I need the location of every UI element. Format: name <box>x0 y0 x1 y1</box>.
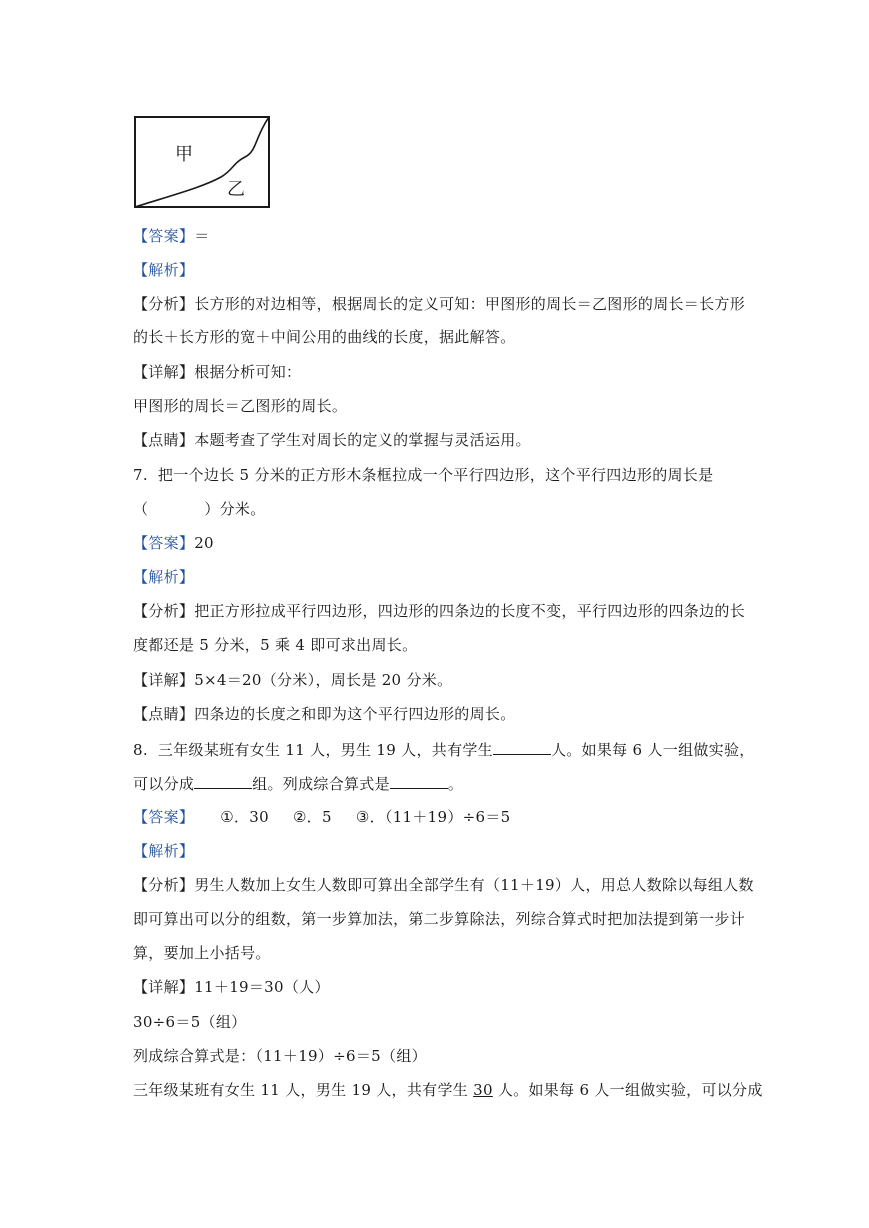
q7-jiexi-line <box>133 567 194 587</box>
rectangle-figure <box>133 115 271 210</box>
q8-jiexi-line <box>133 841 194 861</box>
q7-text-2b: ）分米。 <box>204 500 266 518</box>
q7-fenxi-2: 度都还是 5 分米，5 乘 4 即可求出周长。 <box>133 636 418 654</box>
xiangjie-tag: 【详解】 <box>133 671 195 689</box>
q8-text-2a: 可以分成 <box>133 775 195 793</box>
q6-xiangjie-line-2 <box>133 396 347 416</box>
q6-answer: ＝ <box>194 227 210 245</box>
q7-answer: 20 <box>194 534 214 552</box>
answer-tag: 【答案】 <box>133 227 195 245</box>
q8-text-2c: 。 <box>447 775 464 793</box>
q8-xiangjie-2: 30÷6＝5（组） <box>133 1013 247 1031</box>
q8-blank-2 <box>194 773 252 789</box>
q8-xiangjie-line-2 <box>133 1012 246 1032</box>
q8-restated-line <box>133 1080 763 1100</box>
jiexi-tag: 【解析】 <box>133 261 195 279</box>
q7-xiangjie-line <box>133 670 452 690</box>
figure-label-jia: 甲 <box>175 144 193 165</box>
q8-fenxi-line-3 <box>133 943 271 963</box>
q6-xiangjie-line-1 <box>133 362 301 382</box>
fenxi-tag: 【分析】 <box>133 876 195 894</box>
q6-jiexi-line <box>133 260 194 280</box>
figure-curve <box>135 117 269 207</box>
q8-fenxi-3: 算，要加上小括号。 <box>133 944 271 962</box>
q8-question-line-2 <box>133 773 463 794</box>
q8-text-2b: 组。列成综合算式是 <box>252 775 390 793</box>
q7-fenxi-line-2 <box>133 635 417 655</box>
q8-last-a: 三年级某班有女生 11 人，男生 19 人，共有学生 <box>133 1081 474 1099</box>
q8-answer-3: ③．（11＋19）÷6＝5 <box>355 808 511 826</box>
jiexi-tag: 【解析】 <box>133 842 195 860</box>
q8-fenxi-1: 男生人数加上女生人数即可算出全部学生有（11＋19）人，用总人数除以每组人数 <box>194 876 754 894</box>
q8-text-1a: 三年级某班有女生 11 人，男生 19 人，共有学生 <box>157 741 493 759</box>
q6-xiangjie-2: 甲图形的周长＝乙图形的周长。 <box>133 397 348 415</box>
q8-question-line-1 <box>133 739 755 760</box>
q8-text-1b: 人。如果每 6 人一组做实验， <box>550 741 755 759</box>
q7-answer-line <box>133 533 214 553</box>
q6-fenxi-1: 长方形的对边相等，根据周长的定义可知：甲图形的周长＝乙图形的周长＝长方形 <box>194 295 746 313</box>
dianjing-tag: 【点睛】 <box>133 705 195 723</box>
q7-question-line-2 <box>133 499 266 519</box>
answer-tag: 【答案】 <box>133 534 195 552</box>
q8-xiangjie-3: 列成综合算式是：（11＋19）÷6＝5（组） <box>133 1047 427 1065</box>
q7-dianjing: 四条边的长度之和即为这个平行四边形的周长。 <box>194 705 516 723</box>
figure-label-yi: 乙 <box>227 179 245 200</box>
q8-xiangjie-line-1 <box>133 977 330 997</box>
figure-rectangle-outline <box>135 117 269 207</box>
q8-fenxi-line-2 <box>133 909 745 929</box>
q8-number: 8. <box>133 741 148 759</box>
q6-fenxi-line-2 <box>133 327 516 347</box>
q8-fenxi-2: 即可算出可以分的组数，第一步算加法，第二步算除法，列综合算式时把加法提到第一步计 <box>133 910 746 928</box>
q8-blank-1 <box>493 739 551 755</box>
q8-fenxi-line-1 <box>133 875 754 895</box>
q8-answer-1: ①．30 <box>220 808 269 826</box>
q7-fenxi-line-1 <box>133 601 745 621</box>
q6-dianjing: 本题考查了学生对周长的定义的掌握与灵活运用。 <box>194 431 531 449</box>
jiexi-tag: 【解析】 <box>133 568 195 586</box>
q8-last-b: 人。如果每 6 人一组做实验，可以分成 <box>492 1081 763 1099</box>
q8-last-underlined: 30 <box>473 1081 493 1099</box>
q7-question-line-1 <box>133 465 713 485</box>
q6-fenxi-2: 的长＋长方形的宽＋中间公用的曲线的长度，据此解答。 <box>133 328 516 346</box>
q8-xiangjie-line-3 <box>133 1046 427 1066</box>
q8-answer-line <box>133 807 511 827</box>
q7-text-2a: （ <box>133 500 149 518</box>
xiangjie-tag: 【详解】 <box>133 978 195 996</box>
q7-xiangjie: 5×4＝20（分米），周长是 20 分米。 <box>194 671 453 689</box>
q6-fenxi-line-1 <box>133 294 745 314</box>
q7-dianjing-line <box>133 704 516 724</box>
q6-xiangjie-1: 根据分析可知： <box>194 363 302 381</box>
dianjing-tag: 【点睛】 <box>133 431 195 449</box>
q8-answer-2: ②．5 <box>292 808 332 826</box>
answer-tag: 【答案】 <box>133 808 195 826</box>
q6-dianjing-line <box>133 430 531 450</box>
fenxi-tag: 【分析】 <box>133 295 195 313</box>
q8-xiangjie-1: 11＋19＝30（人） <box>194 978 330 996</box>
q7-text-1: 把一个边长 5 分米的正方形木条框拉成一个平行四边形，这个平行四边形的周长是 <box>157 466 714 484</box>
xiangjie-tag: 【详解】 <box>133 363 195 381</box>
q8-blank-3 <box>390 773 448 789</box>
fenxi-tag: 【分析】 <box>133 602 195 620</box>
q7-number: 7. <box>133 466 148 484</box>
q7-fenxi-1: 把正方形拉成平行四边形，四边形的四条边的长度不变，平行四边形的四条边的长 <box>194 602 746 620</box>
q6-answer-line <box>133 226 210 246</box>
